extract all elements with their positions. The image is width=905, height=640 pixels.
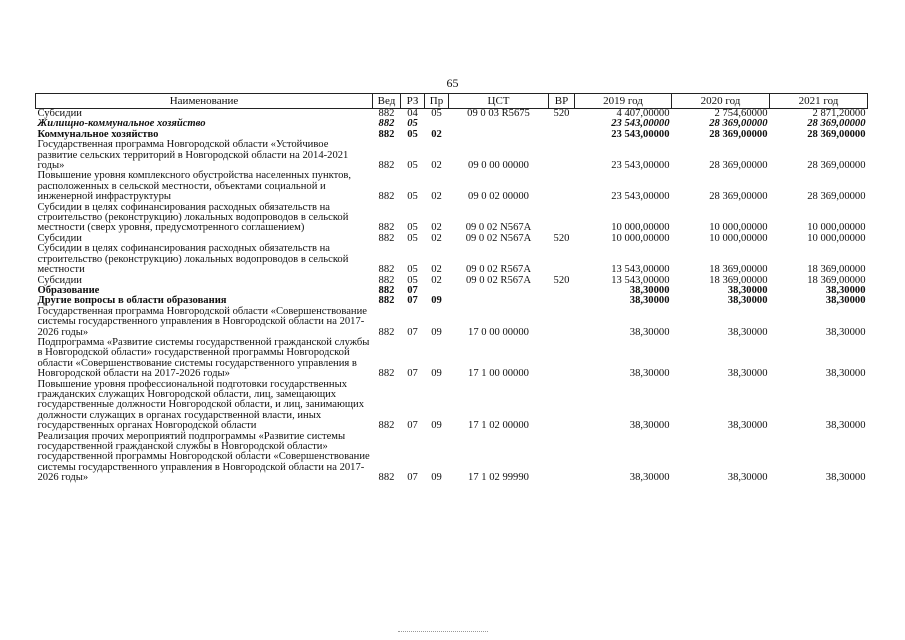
row-vr: 520: [553, 274, 570, 286]
row-2021: 18 369,00000: [807, 274, 866, 286]
row-ved: 882: [378, 368, 395, 380]
row-ved: 882: [378, 108, 395, 119]
row-2019: 23 543,00000: [611, 118, 670, 130]
row-2021: 28 369,00000: [807, 191, 866, 203]
header-pr: Пр: [425, 94, 449, 109]
row-2021: 38,30000: [825, 326, 866, 338]
row-name: Повышение уровня профессиональной подготовки государственных гражданских служащих Новгородской области, лиц, замещающих государственные должности Новгородской области, и лиц, занимающих должности служащих в органах государственной власти, иных государственных органах Новгородской области: [37, 378, 365, 432]
row-2020: 2 754,60000: [714, 108, 768, 119]
row-vr: [549, 171, 575, 202]
row-pr: 02: [431, 160, 442, 172]
row-name: Повышение уровня комплексного обустройства населенных пунктов, расположенных в сельской местности, объектами социальной и инженерной инфраструктуры: [37, 170, 352, 203]
header-2021: 2021 год: [770, 94, 868, 109]
row-ved: 882: [378, 420, 395, 432]
row-rz: 05: [407, 118, 418, 130]
row-name: Государственная программа Новгородской области «Совершенствование системы государственного управления в Новгородской области на 2017-2026 годы»: [37, 305, 367, 338]
row-pr: 02: [431, 128, 442, 140]
row-name: Субсидии в целях софинансирования расходных обязательств на строительство (реконструкцию) локальных водопроводов в сельской местности (сверх уровня, предусмотренного соглашением): [37, 201, 349, 234]
row-2020: 38,30000: [727, 326, 768, 338]
row-cst: 09 0 02 N567A: [465, 222, 532, 234]
row-pr: 09: [431, 368, 442, 380]
header-2020: 2020 год: [672, 94, 770, 109]
page-number: 65: [446, 76, 459, 90]
row-name: Жилищно-коммунальное хозяйство: [37, 118, 206, 130]
row-2020: 38,30000: [727, 284, 768, 296]
row-rz: 07: [407, 326, 418, 338]
row-2019: 13 543,00000: [611, 274, 670, 286]
row-2021: 28 369,00000: [807, 160, 866, 172]
table-row: [36, 338, 868, 380]
table-row: [36, 244, 868, 275]
row-rz: 07: [407, 295, 418, 307]
row-2020: 38,30000: [727, 420, 768, 432]
row-vr: [549, 380, 575, 432]
row-name: Субсидии: [37, 108, 82, 119]
row-pr: 09: [431, 326, 442, 338]
row-2019: 38,30000: [629, 368, 670, 380]
row-2021: 10 000,00000: [807, 232, 866, 244]
row-2021: 38,30000: [825, 420, 866, 432]
row-rz: 07: [407, 368, 418, 380]
row-vr: [549, 307, 575, 338]
row-ved: 882: [378, 295, 395, 307]
row-name: Государственная программа Новгородской области «Устойчивое развитие сельских территорий в Новгородской области на 2014-2021 годы»: [37, 139, 349, 172]
row-pr: 05: [431, 108, 442, 119]
row-vr: [549, 286, 575, 296]
row-2019: 38,30000: [629, 284, 670, 296]
row-rz: 05: [407, 191, 418, 203]
row-2020: 38,30000: [727, 295, 768, 307]
row-ved: 882: [378, 326, 395, 338]
row-ved: 882: [378, 160, 395, 172]
row-pr: 02: [431, 222, 442, 234]
row-2019: 23 543,00000: [611, 128, 670, 140]
row-cst: 17 1 02 00000: [468, 420, 529, 432]
row-pr: 02: [431, 191, 442, 203]
row-2020: 10 000,00000: [709, 232, 768, 244]
row-2020: 10 000,00000: [709, 222, 768, 234]
row-2021: 38,30000: [825, 472, 866, 484]
row-name: Субсидии в целях софинансирования расходных обязательств на строительство (реконструкцию) локальных водопроводов в сельской местности: [37, 243, 349, 276]
row-rz: 04: [407, 108, 418, 119]
row-vr: [549, 296, 575, 306]
row-2020: 18 369,00000: [709, 274, 768, 286]
row-cst: 17 0 00 00000: [468, 326, 529, 338]
table-row: [36, 140, 868, 171]
row-2021: 38,30000: [825, 295, 866, 307]
row-rz: 07: [407, 472, 418, 484]
row-2020: 28 369,00000: [709, 191, 768, 203]
row-vr: [549, 244, 575, 275]
row-2020: 18 369,00000: [709, 264, 768, 276]
row-2019: 23 543,00000: [611, 160, 670, 172]
row-vr: [549, 140, 575, 171]
row-ved: 882: [378, 191, 395, 203]
row-vr: [549, 432, 575, 484]
row-2020: 28 369,00000: [709, 160, 768, 172]
row-rz: 05: [407, 232, 418, 244]
row-rz: 05: [407, 264, 418, 276]
row-rz: 05: [407, 274, 418, 286]
budget-table: [35, 93, 868, 484]
row-ved: 882: [378, 222, 395, 234]
row-cst: [449, 296, 549, 306]
table-header-row: [36, 94, 868, 109]
row-vr: 520: [553, 232, 570, 244]
row-name: Коммунальное хозяйство: [37, 128, 159, 140]
row-ved: 882: [378, 232, 395, 244]
row-ved: 882: [378, 472, 395, 484]
table-row: [36, 432, 868, 484]
row-2019: 38,30000: [629, 326, 670, 338]
row-pr: 02: [431, 274, 442, 286]
row-cst: [449, 286, 549, 296]
row-2019: 38,30000: [629, 420, 670, 432]
row-2021: 18 369,00000: [807, 264, 866, 276]
row-2019: 38,30000: [629, 295, 670, 307]
row-2020: 38,30000: [727, 472, 768, 484]
scan-artifact: [398, 631, 488, 635]
row-pr: 02: [431, 232, 442, 244]
row-vr: 520: [553, 108, 570, 119]
row-2019: 10 000,00000: [611, 222, 670, 234]
row-name: Другие вопросы в области образования: [37, 295, 227, 307]
row-pr: 09: [431, 472, 442, 484]
row-name: Реализация прочих мероприятий подпрограммы «Развитие системы государственной гражданской службы в Новгородской области» государственной программы Новгородской области «Совершенствование системы государственного управления в Новгородской области на 2017-2026 годы»: [37, 430, 370, 484]
row-ved: 882: [378, 118, 395, 130]
row-2021: 28 369,00000: [807, 118, 866, 130]
row-cst: 09 0 00 00000: [468, 160, 529, 172]
row-2020: 28 369,00000: [709, 118, 768, 130]
row-cst: 09 0 02 R567A: [465, 274, 532, 286]
row-2019: 4 407,00000: [616, 108, 670, 119]
row-rz: 07: [407, 420, 418, 432]
header-ved: Вед: [373, 94, 401, 109]
row-rz: 05: [407, 222, 418, 234]
row-pr: 09: [431, 420, 442, 432]
row-ved: 882: [378, 264, 395, 276]
row-vr: [549, 203, 575, 234]
row-cst: 17 1 00 00000: [468, 368, 529, 380]
row-vr: [549, 119, 575, 129]
row-cst: [449, 130, 549, 140]
row-pr: 09: [431, 295, 442, 307]
header-name: Наименование: [36, 94, 373, 109]
row-2021: 38,30000: [825, 368, 866, 380]
header-vr: ВР: [549, 94, 575, 109]
row-2020: 38,30000: [727, 368, 768, 380]
row-2021: 2 871,20000: [812, 108, 866, 119]
row-cst: 09 0 02 00000: [468, 191, 529, 203]
row-ved: 882: [378, 128, 395, 140]
row-rz: 07: [407, 284, 418, 296]
row-2019: 23 543,00000: [611, 191, 670, 203]
row-2021: 28 369,00000: [807, 128, 866, 140]
row-vr: [549, 130, 575, 140]
header-rz: РЗ: [401, 94, 425, 109]
row-rz: 05: [407, 160, 418, 172]
row-2019: 13 543,00000: [611, 264, 670, 276]
row-cst: 17 1 02 99990: [468, 472, 529, 484]
table-row: [36, 171, 868, 202]
row-2020: 28 369,00000: [709, 128, 768, 140]
header-2019: 2019 год: [575, 94, 672, 109]
row-vr: [549, 338, 575, 380]
row-2021: 10 000,00000: [807, 222, 866, 234]
row-cst: 09 0 03 R5675: [467, 108, 530, 119]
row-ved: 882: [378, 284, 395, 296]
row-cst: 09 0 02 N567A: [465, 232, 532, 244]
row-pr: 02: [431, 264, 442, 276]
header-cst: ЦСТ: [449, 94, 549, 109]
row-rz: 05: [407, 128, 418, 140]
row-2021: 38,30000: [825, 284, 866, 296]
table-row: [36, 203, 868, 234]
row-cst: [449, 119, 549, 129]
row-2019: 38,30000: [629, 472, 670, 484]
row-cst: 09 0 02 R567A: [465, 264, 532, 276]
row-name: Субсидии: [37, 274, 82, 286]
table-row: [36, 307, 868, 338]
row-ved: 882: [378, 274, 395, 286]
row-name: Субсидии: [37, 232, 82, 244]
row-name: Подпрограмма «Развитие системы государственной гражданской службы в Новгородской области» государственной программы Новгородской области «Совершенствование системы государственного управления в Новгородской области на 2017-2026 годы»: [37, 336, 370, 380]
row-2019: 10 000,00000: [611, 232, 670, 244]
row-name: Образование: [37, 284, 100, 296]
table-row: [36, 380, 868, 432]
